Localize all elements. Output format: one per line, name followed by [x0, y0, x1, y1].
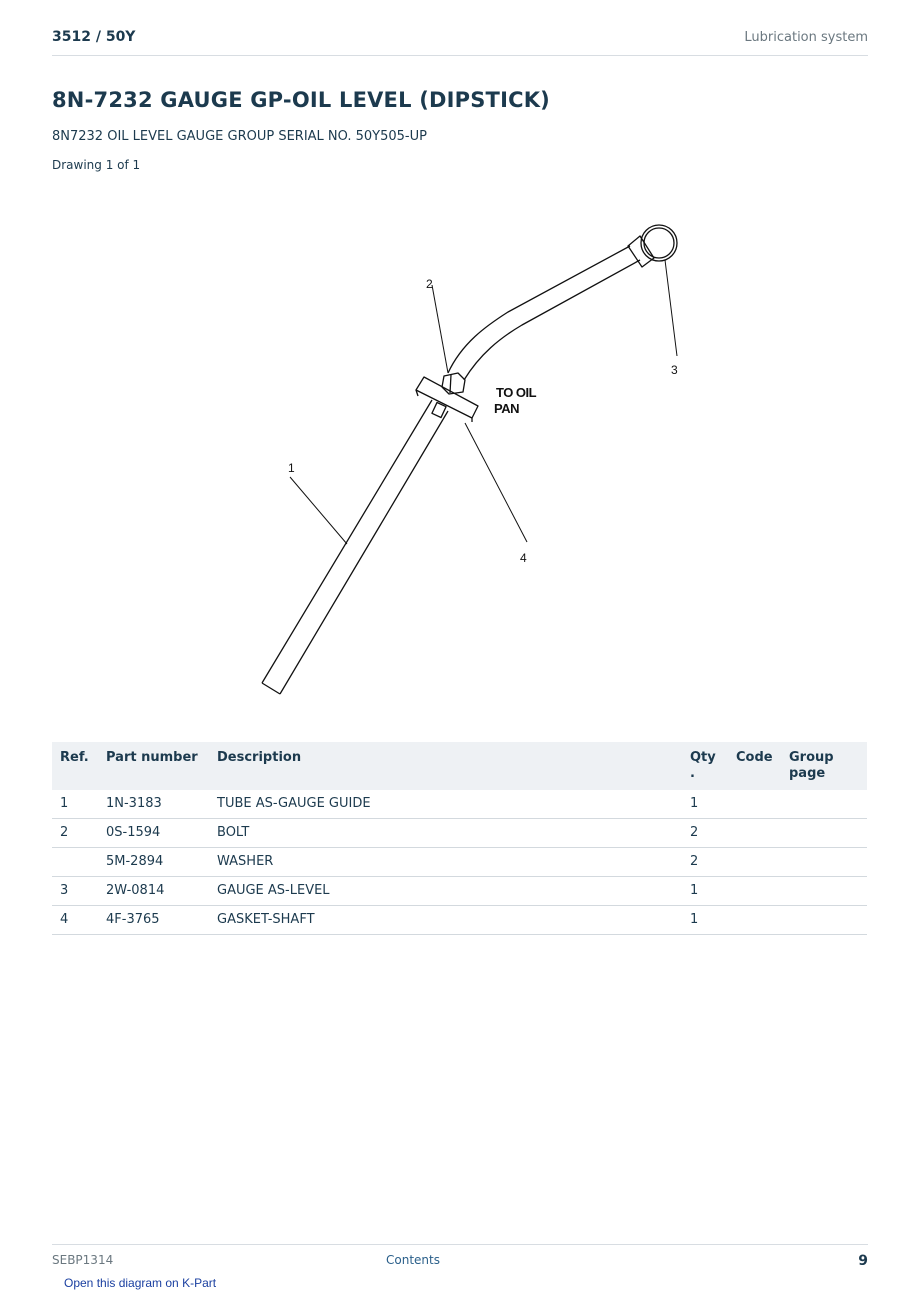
- cell-ref: 1: [52, 790, 98, 819]
- column-header-part-number: Part number: [98, 742, 209, 790]
- cell-qty: 1: [682, 906, 728, 935]
- cell-part-number: 2W-0814: [98, 877, 209, 906]
- cell-group-page: [781, 906, 867, 935]
- cell-code: [728, 877, 781, 906]
- cell-part-number: 4F-3765: [98, 906, 209, 935]
- page-footer: [52, 1244, 868, 1275]
- cell-group-page: [781, 790, 867, 819]
- open-kpart-link[interactable]: Open this diagram on K-Part: [64, 1276, 217, 1290]
- cell-code: [728, 906, 781, 935]
- callout-1: 1: [288, 461, 295, 475]
- column-header-qty: Qty .: [682, 742, 728, 790]
- cell-qty: 1: [682, 877, 728, 906]
- page-subtitle: 8N7232 OIL LEVEL GAUGE GROUP SERIAL NO. 50Y505-UP: [52, 129, 427, 144]
- cell-description: GASKET-SHAFT: [209, 906, 682, 935]
- cell-ref: [52, 848, 98, 877]
- cell-group-page: [781, 877, 867, 906]
- table-header-row: [52, 742, 867, 790]
- drawing-count: Drawing 1 of 1: [52, 158, 141, 172]
- table-row: [52, 790, 867, 819]
- cell-ref: 3: [52, 877, 98, 906]
- cell-description: BOLT: [209, 819, 682, 848]
- table-row: [52, 906, 867, 935]
- cell-part-number: 1N-3183: [98, 790, 209, 819]
- cell-group-page: [781, 819, 867, 848]
- callout-2: 2: [426, 277, 433, 291]
- leader-3: [665, 260, 677, 356]
- parts-diagram: [200, 180, 720, 710]
- cell-ref: 2: [52, 819, 98, 848]
- bolt-head: [442, 373, 465, 394]
- column-header-ref: Ref.: [52, 742, 98, 790]
- gasket-tab: [432, 402, 446, 417]
- cell-code: [728, 790, 781, 819]
- cell-description: TUBE AS-GAUGE GUIDE: [209, 790, 682, 819]
- contents-link[interactable]: Contents: [386, 1253, 440, 1267]
- leader-2: [432, 285, 448, 373]
- table-row: [52, 877, 867, 906]
- column-header-description: Description: [209, 742, 682, 790]
- cell-part-number: 0S-1594: [98, 819, 209, 848]
- page-header: [52, 29, 868, 56]
- leader-1: [290, 477, 347, 544]
- table-row: [52, 819, 867, 848]
- tube-end: [262, 683, 280, 694]
- cell-part-number: 5M-2894: [98, 848, 209, 877]
- leader-4: [465, 423, 527, 542]
- annotation-line-2: PAN: [494, 401, 519, 416]
- gauge-ring-inner: [644, 228, 674, 258]
- bolt-face: [450, 375, 451, 393]
- parts-table: [52, 742, 867, 935]
- cell-description: WASHER: [209, 848, 682, 877]
- tube-edge-left: [262, 400, 432, 683]
- upper-tube-left: [448, 246, 630, 373]
- table-row: [52, 848, 867, 877]
- cell-qty: 2: [682, 819, 728, 848]
- page-number: 9: [858, 1253, 868, 1269]
- cell-code: [728, 848, 781, 877]
- upper-tube-right: [464, 260, 640, 380]
- section-label: Lubrication system: [744, 30, 868, 45]
- model-label: 3512 / 50Y: [52, 29, 136, 45]
- column-header-code: Code: [728, 742, 781, 790]
- gauge-ring-outer: [641, 225, 677, 261]
- column-header-group-page: Group page: [781, 742, 867, 790]
- callout-3: 3: [671, 363, 678, 377]
- doc-number: SEBP1314: [52, 1253, 114, 1267]
- cell-group-page: [781, 848, 867, 877]
- cell-ref: 4: [52, 906, 98, 935]
- cell-code: [728, 819, 781, 848]
- cell-description: GAUGE AS-LEVEL: [209, 877, 682, 906]
- page-title: 8N-7232 GAUGE GP-OIL LEVEL (DIPSTICK): [52, 88, 550, 112]
- callout-4: 4: [520, 551, 527, 565]
- cell-qty: 2: [682, 848, 728, 877]
- cell-qty: 1: [682, 790, 728, 819]
- annotation-line-1: TO OIL: [496, 385, 537, 400]
- tube-edge-right: [280, 411, 448, 694]
